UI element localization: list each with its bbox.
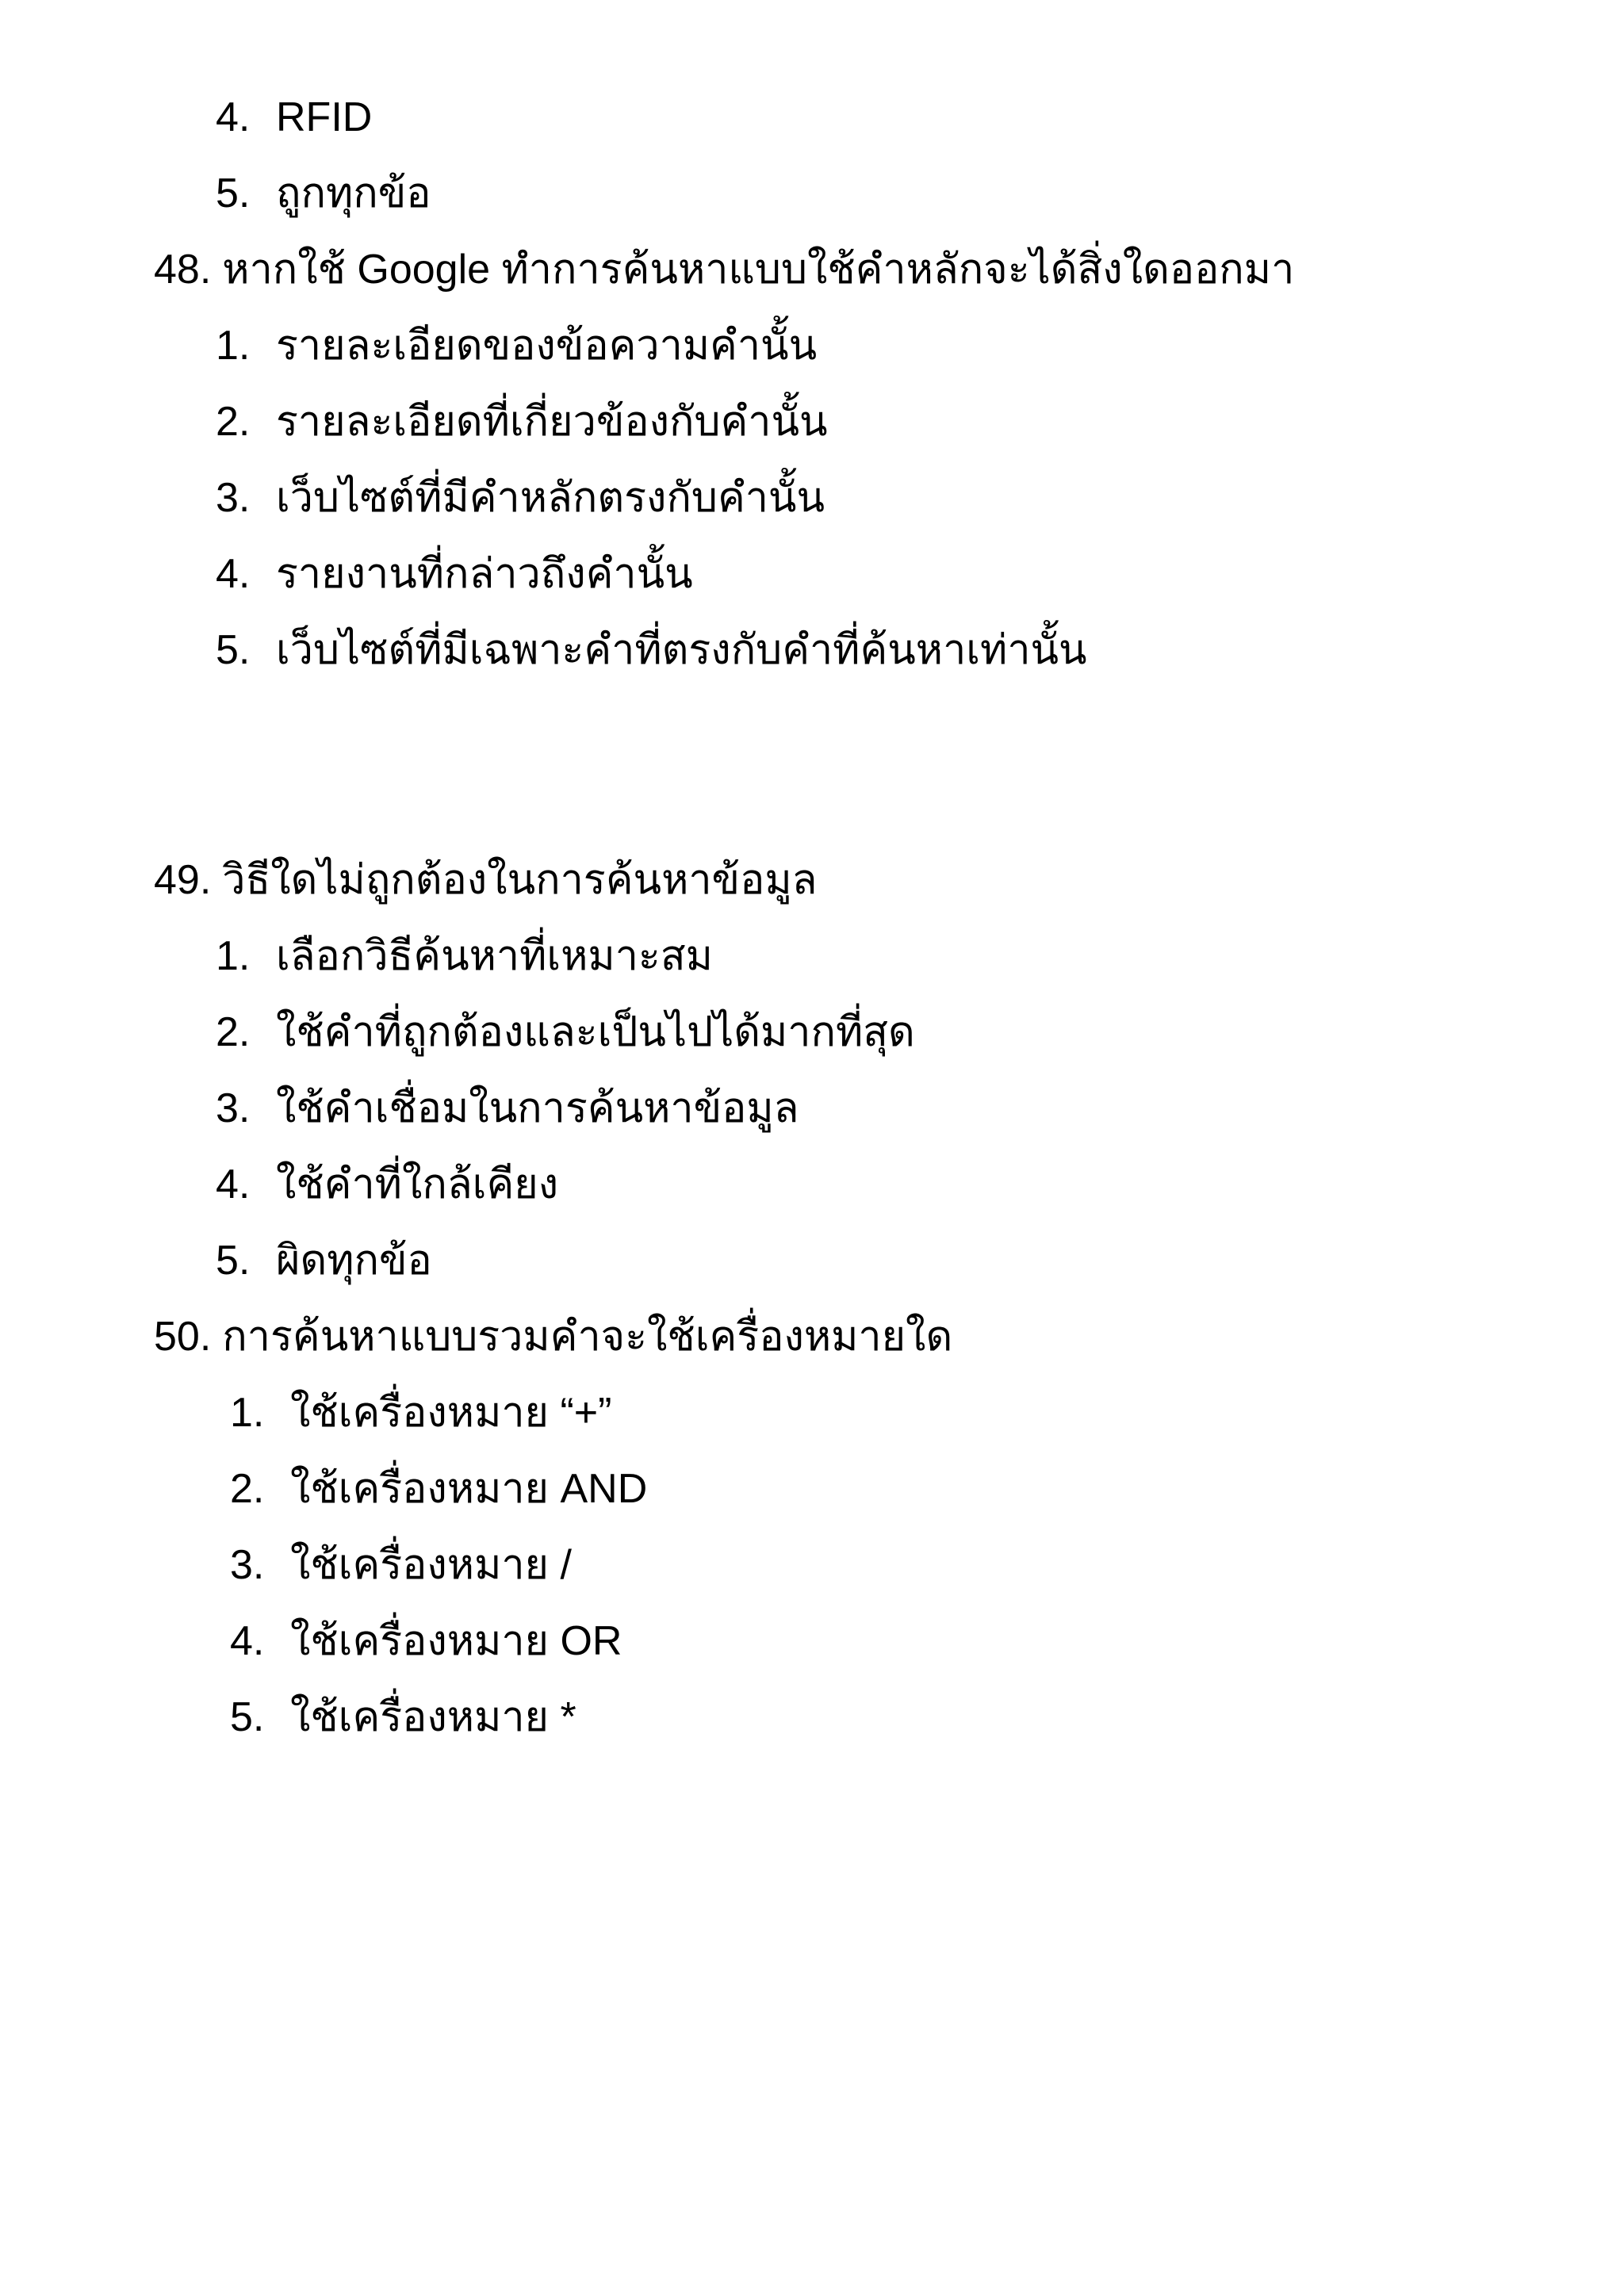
question-number: 48. — [154, 247, 212, 293]
option-item — [216, 1007, 915, 1058]
option-item — [216, 396, 828, 447]
option-number: 5. — [216, 1238, 251, 1284]
option-item — [216, 473, 825, 523]
option-text: ใช้เครื่องหมาย / — [290, 1542, 572, 1588]
option-text: รายละเอียดที่เกี่ยวข้องกับคำนั้น — [276, 399, 828, 445]
option-number: 1. — [230, 1390, 265, 1436]
option-number: 2. — [230, 1466, 265, 1512]
question-50 — [154, 1311, 952, 1362]
option-text: ใช้คำที่ถูกต้องและเป็นไปได้มากที่สุด — [276, 1009, 915, 1055]
question-text: การค้นหาแบบรวมคำจะใช้เครื่องหมายใด — [222, 1314, 953, 1360]
option-item — [216, 1235, 432, 1286]
option-item — [230, 1464, 647, 1514]
option-number: 1. — [216, 323, 251, 369]
question-number: 50. — [154, 1314, 212, 1360]
question-text: หากใช้ Google ทำการค้นหาแบบใช้คำหลักจะได้สิ่งใดออกมา — [222, 247, 1295, 293]
option-item — [230, 1540, 572, 1590]
question-48 — [154, 244, 1294, 295]
option-item — [216, 92, 372, 143]
option-number: 5. — [230, 1694, 265, 1740]
option-text: เว็บไซต์ที่มีเฉพาะคำที่ตรงกับคำที่ค้นหาเท่านั้น — [276, 627, 1087, 673]
option-item — [216, 1159, 558, 1210]
option-number: 1. — [216, 933, 251, 979]
option-number: 2. — [216, 399, 251, 445]
option-number: 5. — [216, 627, 251, 673]
option-number: 3. — [216, 1085, 251, 1131]
option-item — [216, 625, 1087, 675]
option-text: เลือกวิธีค้นหาที่เหมาะสม — [276, 933, 713, 979]
option-text: RFID — [276, 94, 373, 140]
option-number: 3. — [230, 1542, 265, 1588]
option-item — [216, 168, 431, 219]
question-49 — [154, 855, 817, 905]
option-number: 4. — [216, 94, 251, 140]
option-item — [216, 320, 817, 371]
option-number: 2. — [216, 1009, 251, 1055]
option-text: ผิดทุกข้อ — [276, 1238, 432, 1284]
option-number: 4. — [230, 1618, 265, 1664]
option-number: 3. — [216, 475, 251, 521]
option-item — [216, 549, 693, 599]
question-number: 49. — [154, 857, 212, 903]
option-number: 4. — [216, 1161, 251, 1207]
option-text: รายละเอียดของข้อความคำนั้น — [276, 323, 818, 369]
option-text: เว็บไซต์ที่มีคำหลักตรงกับคำนั้น — [276, 475, 825, 521]
option-text: ใช้เครื่องหมาย OR — [290, 1618, 622, 1664]
option-item — [216, 931, 713, 982]
option-item — [230, 1692, 576, 1743]
option-text: ใช้เครื่องหมาย AND — [290, 1466, 648, 1512]
option-text: ใช้เครื่องหมาย “+” — [290, 1390, 612, 1436]
option-number: 5. — [216, 170, 251, 216]
option-number: 4. — [216, 551, 251, 597]
option-text: ใช้คำเชื่อมในการค้นหาข้อมูล — [276, 1085, 799, 1131]
option-text: รายงานที่กล่าวถึงคำนั้น — [276, 551, 693, 597]
option-item — [216, 1083, 799, 1134]
option-text: ใช้เครื่องหมาย * — [290, 1694, 576, 1740]
option-text: ถูกทุกข้อ — [276, 170, 431, 216]
question-text: วิธีใดไม่ถูกต้องในการค้นหาข้อมูล — [222, 857, 818, 903]
option-text: ใช้คำที่ใกล้เคียง — [276, 1161, 559, 1207]
option-item — [230, 1616, 622, 1667]
option-item — [230, 1387, 611, 1438]
